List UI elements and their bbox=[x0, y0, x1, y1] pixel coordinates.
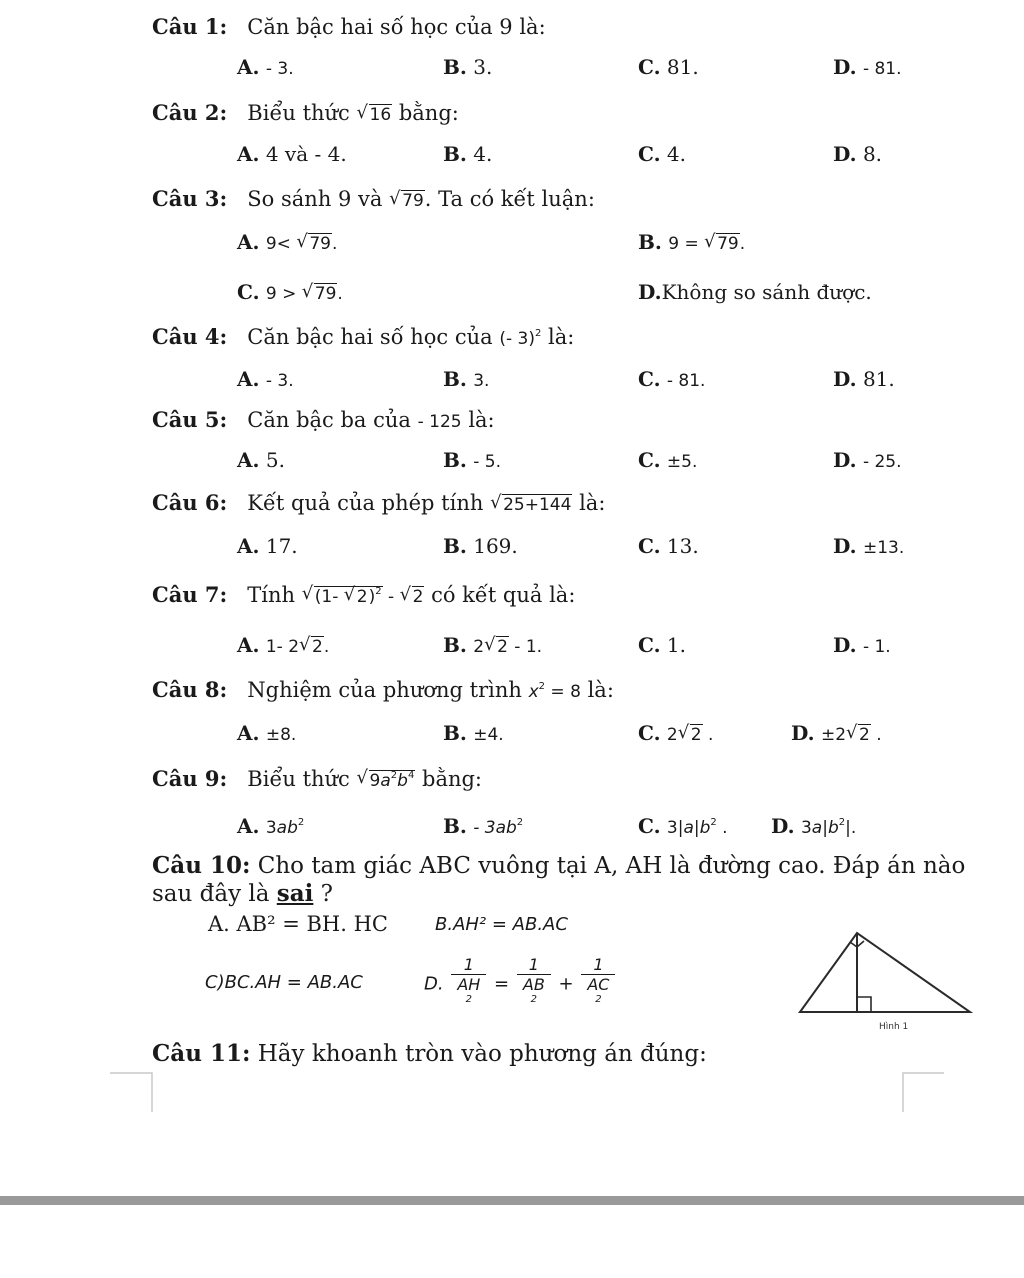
q7-option-d[interactable]: D. - 1. bbox=[833, 633, 891, 657]
q10-option-c[interactable]: C)BC.AH = AB.AC bbox=[205, 972, 363, 993]
question-text: Căn bậc hai số học của 9 là: bbox=[247, 15, 546, 39]
page-corner-mark-right bbox=[900, 1070, 945, 1112]
q5-option-c[interactable]: C. ±5. bbox=[638, 448, 698, 472]
q4-option-b[interactable]: B. 3. bbox=[443, 367, 490, 391]
q3-option-a[interactable]: A. 9< √ 79. bbox=[237, 230, 338, 254]
q8-option-a[interactable]: A. ±8. bbox=[237, 721, 297, 745]
q4-option-c[interactable]: C. - 81. bbox=[638, 367, 706, 391]
q4-option-a[interactable]: A. - 3. bbox=[237, 367, 294, 391]
q9-option-a[interactable]: A. $3ab^2$ bbox=[237, 814, 305, 838]
q3-option-b[interactable]: B. 9 = √ 79. bbox=[638, 230, 746, 254]
q6-option-d[interactable]: D. ±13. bbox=[833, 534, 905, 558]
q3-option-d[interactable]: D.Không so sánh được. bbox=[638, 280, 872, 304]
q5-option-a[interactable]: A. 5. bbox=[237, 448, 285, 472]
q7-option-b[interactable]: B. 2 √ 2 - 1. bbox=[443, 633, 543, 657]
page-separator-bar bbox=[0, 1196, 1024, 1205]
question-2: Câu 2: Biểu thức √ 16 bằng: bbox=[152, 100, 459, 125]
q2-option-b[interactable]: B. 4. bbox=[443, 142, 493, 166]
question-8: Câu 8: Nghiệm của phương trình $x^2 = 8$ là: bbox=[152, 677, 614, 702]
q10-option-d[interactable]: D. 1 AH $^2$ = 1 AB $^2$ + 1 AC $^2$ bbox=[424, 955, 617, 1014]
question-10-line2: sau đây là sai ? bbox=[152, 880, 334, 907]
q6-option-b[interactable]: B. 169. bbox=[443, 534, 518, 558]
q9-option-c[interactable]: C. $3|a|b^2$ . bbox=[638, 814, 728, 838]
q7-option-c[interactable]: C. 1. bbox=[638, 633, 686, 657]
question-10: Câu 10: Cho tam giác ABC vuông tại A, AH là đường cao. Đáp án nào bbox=[152, 852, 966, 879]
question-11: Câu 11: Hãy khoanh tròn vào phương án đúng: bbox=[152, 1040, 707, 1067]
question-4: Câu 4: Căn bậc hai số học của (- 3)$^2$ là: bbox=[152, 324, 575, 349]
question-9: Câu 9: Biểu thức √ $9a^2b^4$ bằng: bbox=[152, 766, 483, 791]
question-1 bbox=[152, 14, 546, 39]
q7-option-a[interactable]: A. 1- 2 √ 2. bbox=[237, 633, 330, 657]
q1-option-d[interactable]: D. - 81. bbox=[833, 55, 902, 79]
question-3: Câu 3: So sánh 9 và √ 79. Ta có kết luận: bbox=[152, 186, 595, 211]
q9-option-b[interactable]: B. - $3ab^2$ bbox=[443, 814, 524, 838]
q2-option-d[interactable]: D. 8. bbox=[833, 142, 883, 166]
q2-option-c[interactable]: C. 4. bbox=[638, 142, 686, 166]
q1-option-b[interactable]: B. 3. bbox=[443, 55, 493, 79]
q1-option-a[interactable]: A. - 3. bbox=[237, 55, 294, 79]
q3-option-c[interactable]: C. 9 > √ 79. bbox=[237, 280, 343, 304]
question-5: Câu 5: Căn bậc ba của - 125 là: bbox=[152, 407, 495, 432]
right-angle-marker-h bbox=[857, 997, 871, 1012]
question-6: Câu 6: Kết quả của phép tính √ 25+144 là: bbox=[152, 490, 606, 515]
q9-option-d[interactable]: D. $3a|b^2|$. bbox=[771, 814, 857, 838]
triangle-abc-shape bbox=[800, 933, 970, 1012]
q1-option-c[interactable]: C. 81. bbox=[638, 55, 699, 79]
q8-option-c[interactable]: C. 2 √ 2 . bbox=[638, 721, 714, 745]
q4-option-d[interactable]: D. 81. bbox=[833, 367, 895, 391]
figure-caption: Hình 1 bbox=[879, 1022, 909, 1032]
q6-option-c[interactable]: C. 13. bbox=[638, 534, 699, 558]
q8-option-d[interactable]: D. ±2 √ 2 . bbox=[791, 721, 882, 745]
question-label: Câu 1: bbox=[152, 14, 228, 39]
q5-option-d[interactable]: D. - 25. bbox=[833, 448, 902, 472]
triangle-figure bbox=[795, 925, 980, 1035]
q10-option-a[interactable]: A. AB² = BH. HC bbox=[208, 912, 388, 936]
q2-option-a[interactable]: A. 4 và - 4. bbox=[237, 142, 347, 166]
q8-option-b[interactable]: B. ±4. bbox=[443, 721, 504, 745]
page-corner-mark-left bbox=[110, 1070, 155, 1112]
question-7: Câu 7: Tính √ (1- √ 2)$^2$ - √ 2 có kết quả là: bbox=[152, 582, 576, 607]
q5-option-b[interactable]: B. - 5. bbox=[443, 448, 501, 472]
q10-option-b[interactable]: B.AH² = AB.AC bbox=[435, 914, 568, 935]
q6-option-a[interactable]: A. 17. bbox=[237, 534, 298, 558]
